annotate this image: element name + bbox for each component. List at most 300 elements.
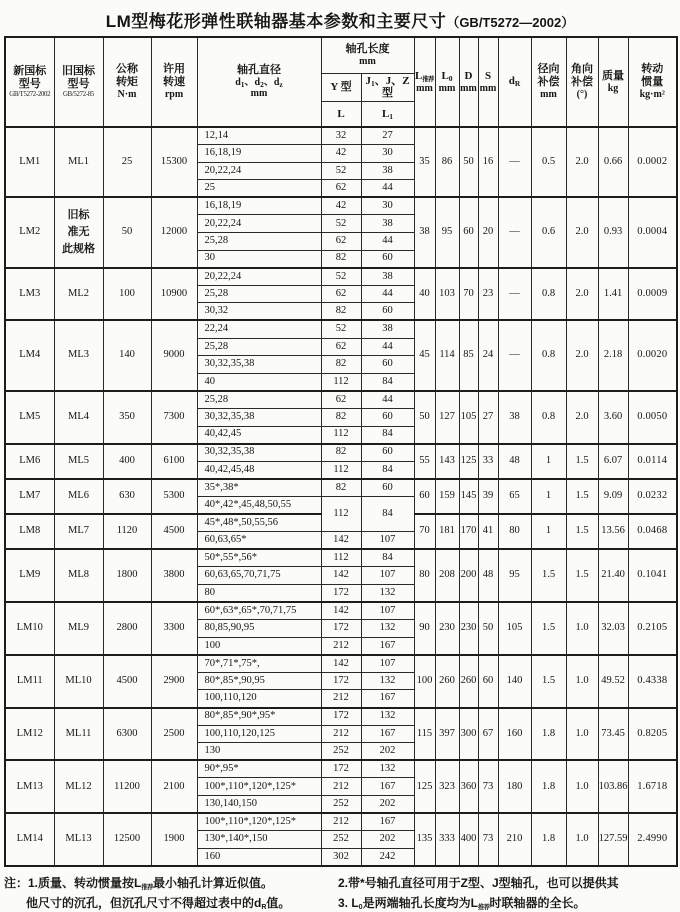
speed-cell: 3300 xyxy=(151,602,197,655)
col-y-type: Y 型 xyxy=(321,73,361,102)
l-recommended-cell: 60 xyxy=(414,479,435,514)
l-recommended-cell: 80 xyxy=(414,549,435,602)
length-j-cell: 44 xyxy=(361,285,414,303)
dr-cell: 48 xyxy=(498,444,531,479)
radial-compensation-cell: 1.8 xyxy=(531,760,566,813)
length-j-cell: 132 xyxy=(361,708,414,726)
mass-cell: 73.45 xyxy=(598,708,628,761)
l0-cell: 143 xyxy=(435,444,459,479)
bore-diameter-cell: 25,28 xyxy=(197,391,321,409)
bore-diameter-cell: 80*,85*,90*,95* xyxy=(197,708,321,726)
s-gap-cell: 41 xyxy=(478,514,498,549)
length-y-cell: 62 xyxy=(321,391,361,409)
table-row xyxy=(5,391,677,409)
col-nominal-torque: 公称 转矩 N·m xyxy=(103,37,151,127)
table-row xyxy=(5,813,677,831)
model-cell: LM3 xyxy=(5,268,54,321)
speed-cell: 3800 xyxy=(151,549,197,602)
length-j-cell: 242 xyxy=(361,848,414,866)
inertia-cell: 1.6718 xyxy=(628,760,677,813)
length-j-cell: 167 xyxy=(361,778,414,796)
length-j-cell: 38 xyxy=(361,320,414,338)
bore-diameter-cell: 100,110,120,125 xyxy=(197,725,321,743)
inertia-cell: 2.4990 xyxy=(628,813,677,866)
l-recommended-cell: 55 xyxy=(414,444,435,479)
page-title xyxy=(0,0,680,32)
angular-compensation-cell: 2.0 xyxy=(566,391,598,444)
table-row xyxy=(5,320,677,338)
dr-cell: 95 xyxy=(498,549,531,602)
bore-diameter-cell: 30,32 xyxy=(197,303,321,321)
old-model-cell: ML12 xyxy=(54,760,103,813)
table-row xyxy=(5,444,677,462)
d-outer-cell: 85 xyxy=(459,320,478,390)
l0-cell: 114 xyxy=(435,320,459,390)
l-recommended-cell: 100 xyxy=(414,655,435,708)
length-j-cell: 132 xyxy=(361,584,414,602)
speed-cell: 9000 xyxy=(151,320,197,390)
length-y-cell: 252 xyxy=(321,831,361,849)
dr-cell: 105 xyxy=(498,602,531,655)
speed-cell: 6100 xyxy=(151,444,197,479)
mass-cell: 6.07 xyxy=(598,444,628,479)
s-gap-cell: 33 xyxy=(478,444,498,479)
length-y-cell: 62 xyxy=(321,233,361,251)
s-gap-cell: 16 xyxy=(478,127,498,197)
dr-cell: — xyxy=(498,320,531,390)
length-y-cell: 172 xyxy=(321,620,361,638)
length-y-cell: 112 xyxy=(321,549,361,567)
length-j-cell: 202 xyxy=(361,796,414,814)
bore-diameter-cell: 90*,95* xyxy=(197,760,321,778)
old-model-cell: ML13 xyxy=(54,813,103,866)
col-bore-length: 轴孔长度 mm xyxy=(321,37,414,73)
inertia-cell: 0.0009 xyxy=(628,268,677,321)
speed-cell: 15300 xyxy=(151,127,197,197)
length-y-cell: 142 xyxy=(321,655,361,673)
note-3: 3. $L_0$是两端轴孔长度均为$L_{推荐}$时联轴器的全长。 xyxy=(338,895,586,911)
model-cell: LM8 xyxy=(5,514,54,549)
dr-cell: 210 xyxy=(498,813,531,866)
length-y-cell: 172 xyxy=(321,672,361,690)
radial-compensation-cell: 1.5 xyxy=(531,602,566,655)
l0-cell: 208 xyxy=(435,549,459,602)
table-body xyxy=(5,127,677,866)
col-j-type: $J_1$、J、Z型 xyxy=(361,73,414,102)
s-gap-cell: 48 xyxy=(478,549,498,602)
radial-compensation-cell: 1 xyxy=(531,479,566,514)
table-row xyxy=(5,708,677,726)
d-outer-cell: 230 xyxy=(459,602,478,655)
bore-diameter-cell: 30 xyxy=(197,250,321,268)
length-j-cell: 167 xyxy=(361,690,414,708)
l-recommended-cell: 38 xyxy=(414,197,435,267)
length-y-cell: 212 xyxy=(321,778,361,796)
radial-compensation-cell: 1.8 xyxy=(531,708,566,761)
model-cell: LM1 xyxy=(5,127,54,197)
torque-cell: 2800 xyxy=(103,602,151,655)
length-y-cell: 172 xyxy=(321,708,361,726)
length-j-cell: 107 xyxy=(361,567,414,585)
table-row xyxy=(5,197,677,215)
mass-cell: 1.41 xyxy=(598,268,628,321)
length-j-cell: 60 xyxy=(361,303,414,321)
d-outer-cell: 105 xyxy=(459,391,478,444)
bore-diameter-cell: 30,32,35,38 xyxy=(197,444,321,462)
dr-cell: 38 xyxy=(498,391,531,444)
title-standard-code: （GB/T5272—2002） xyxy=(446,15,575,30)
length-j-cell: 60 xyxy=(361,479,414,497)
bore-diameter-cell: 25,28 xyxy=(197,338,321,356)
model-cell: LM2 xyxy=(5,197,54,267)
s-gap-cell: 24 xyxy=(478,320,498,390)
table-row xyxy=(5,127,677,145)
bore-diameter-cell: 130*,140*,150 xyxy=(197,831,321,849)
length-j-cell: 84 xyxy=(361,373,414,391)
torque-cell: 140 xyxy=(103,320,151,390)
col-allowable-speed: 许用 转速 rpm xyxy=(151,37,197,127)
l-recommended-cell: 135 xyxy=(414,813,435,866)
mass-cell: 3.60 xyxy=(598,391,628,444)
speed-cell: 5300 xyxy=(151,479,197,514)
table-row xyxy=(5,602,677,620)
length-j-cell: 30 xyxy=(361,145,414,163)
torque-cell: 400 xyxy=(103,444,151,479)
s-gap-cell: 60 xyxy=(478,655,498,708)
col-new-model: 新国标 型号 GB/T5272-2002 xyxy=(5,37,54,127)
torque-cell: 50 xyxy=(103,197,151,267)
dr-cell: 65 xyxy=(498,479,531,514)
bore-diameter-cell: 20,22,24 xyxy=(197,162,321,180)
bore-diameter-cell: 30,32,35,38 xyxy=(197,356,321,374)
mass-cell: 103.86 xyxy=(598,760,628,813)
radial-compensation-cell: 1.5 xyxy=(531,549,566,602)
l-recommended-cell: 115 xyxy=(414,708,435,761)
bore-diameter-cell: 20,22,24 xyxy=(197,268,321,286)
bore-diameter-cell: 12,14 xyxy=(197,127,321,145)
old-model-cell: ML8 xyxy=(54,549,103,602)
model-cell: LM5 xyxy=(5,391,54,444)
model-cell: LM4 xyxy=(5,320,54,390)
length-j-cell: 132 xyxy=(361,672,414,690)
bore-diameter-cell: 60,63,65* xyxy=(197,532,321,550)
length-j-cell: 27 xyxy=(361,127,414,145)
torque-cell: 1120 xyxy=(103,514,151,549)
l-recommended-cell: 90 xyxy=(414,602,435,655)
s-gap-cell: 67 xyxy=(478,708,498,761)
torque-cell: 630 xyxy=(103,479,151,514)
mass-cell: 2.18 xyxy=(598,320,628,390)
speed-cell: 2500 xyxy=(151,708,197,761)
bore-diameter-cell: 45*,48*,50,55,56 xyxy=(197,514,321,532)
speed-cell: 2100 xyxy=(151,760,197,813)
length-y-cell: 112 xyxy=(321,426,361,444)
l0-cell: 95 xyxy=(435,197,459,267)
length-y-cell: 302 xyxy=(321,848,361,866)
torque-cell: 1800 xyxy=(103,549,151,602)
bore-diameter-cell: 40 xyxy=(197,373,321,391)
old-model-cell: 旧标 准无 此规格 xyxy=(54,197,103,267)
model-cell: LM10 xyxy=(5,602,54,655)
d-outer-cell: 50 xyxy=(459,127,478,197)
inertia-cell: 0.1041 xyxy=(628,549,677,602)
bore-diameter-cell: 70*,71*,75*, xyxy=(197,655,321,673)
model-cell: LM6 xyxy=(5,444,54,479)
l-recommended-cell: 125 xyxy=(414,760,435,813)
model-cell: LM13 xyxy=(5,760,54,813)
col-radial-compensation: 径向 补偿 mm xyxy=(531,37,566,127)
length-y-cell: 32 xyxy=(321,127,361,145)
l-recommended-cell: 40 xyxy=(414,268,435,321)
bore-diameter-cell: 40,42,45,48 xyxy=(197,461,321,479)
mass-cell: 13.56 xyxy=(598,514,628,549)
length-y-cell: 52 xyxy=(321,320,361,338)
length-j-cell: 38 xyxy=(361,268,414,286)
old-model-cell: ML6 xyxy=(54,479,103,514)
dr-cell: 180 xyxy=(498,760,531,813)
col-angular-compensation: 角向 补偿 (°) xyxy=(566,37,598,127)
model-cell: LM9 xyxy=(5,549,54,602)
col-bore-diameter: 轴孔直径 $d_1$、$d_2$、$d_z$ mm xyxy=(197,37,321,127)
notes xyxy=(4,873,676,912)
speed-cell: 1900 xyxy=(151,813,197,866)
col-moment-of-inertia: 转动 惯量 kg·m² xyxy=(628,37,677,127)
d-outer-cell: 125 xyxy=(459,444,478,479)
s-gap-cell: 73 xyxy=(478,760,498,813)
radial-compensation-cell: 0.5 xyxy=(531,127,566,197)
bore-diameter-cell: 16,18,19 xyxy=(197,145,321,163)
length-y-cell: 52 xyxy=(321,268,361,286)
torque-cell: 4500 xyxy=(103,655,151,708)
mass-cell: 49.52 xyxy=(598,655,628,708)
speed-cell: 4500 xyxy=(151,514,197,549)
radial-compensation-cell: 1 xyxy=(531,514,566,549)
l0-cell: 230 xyxy=(435,602,459,655)
length-j-cell: 44 xyxy=(361,338,414,356)
length-y-cell: 112 xyxy=(321,496,361,531)
bore-diameter-cell: 35*,38* xyxy=(197,479,321,497)
length-y-cell: 82 xyxy=(321,444,361,462)
length-j-cell: 38 xyxy=(361,215,414,233)
length-y-cell: 172 xyxy=(321,760,361,778)
mass-cell: 21.40 xyxy=(598,549,628,602)
mass-cell: 0.93 xyxy=(598,197,628,267)
length-y-cell: 142 xyxy=(321,532,361,550)
mass-cell: 0.66 xyxy=(598,127,628,197)
length-y-cell: 252 xyxy=(321,743,361,761)
model-cell: LM12 xyxy=(5,708,54,761)
radial-compensation-cell: 0.6 xyxy=(531,197,566,267)
title-main: LM型梅花形弹性联轴器基本参数和主要尺寸 xyxy=(105,12,447,31)
bore-diameter-cell: 60*,63*,65*,70,71,75 xyxy=(197,602,321,620)
torque-cell: 11200 xyxy=(103,760,151,813)
length-j-cell: 167 xyxy=(361,725,414,743)
bore-diameter-cell: 130,140,150 xyxy=(197,796,321,814)
d-outer-cell: 360 xyxy=(459,760,478,813)
col-l-symbol: L xyxy=(321,102,361,127)
angular-compensation-cell: 1.0 xyxy=(566,655,598,708)
length-y-cell: 82 xyxy=(321,479,361,497)
radial-compensation-cell: 1.5 xyxy=(531,655,566,708)
dr-cell: 80 xyxy=(498,514,531,549)
length-y-cell: 52 xyxy=(321,162,361,180)
length-y-cell: 142 xyxy=(321,602,361,620)
length-y-cell: 112 xyxy=(321,373,361,391)
bore-diameter-cell: 40,42,45 xyxy=(197,426,321,444)
length-y-cell: 172 xyxy=(321,584,361,602)
coupling-parameters-table xyxy=(4,36,678,867)
mass-cell: 32.03 xyxy=(598,602,628,655)
bore-diameter-cell: 100*,110*,120*,125* xyxy=(197,813,321,831)
length-y-cell: 62 xyxy=(321,180,361,198)
inertia-cell: 0.0468 xyxy=(628,514,677,549)
angular-compensation-cell: 1.5 xyxy=(566,479,598,514)
l0-cell: 127 xyxy=(435,391,459,444)
length-j-cell: 84 xyxy=(361,496,414,531)
angular-compensation-cell: 1.5 xyxy=(566,549,598,602)
length-j-cell: 107 xyxy=(361,602,414,620)
old-model-cell: ML3 xyxy=(54,320,103,390)
bore-diameter-cell: 100*,110*,120*,125* xyxy=(197,778,321,796)
bore-diameter-cell: 40*,42*,45,48,50,55 xyxy=(197,496,321,514)
bore-diameter-cell: 130 xyxy=(197,743,321,761)
length-j-cell: 167 xyxy=(361,637,414,655)
length-j-cell: 167 xyxy=(361,813,414,831)
radial-compensation-cell: 0.8 xyxy=(531,320,566,390)
length-j-cell: 132 xyxy=(361,760,414,778)
model-cell: LM7 xyxy=(5,479,54,514)
length-y-cell: 82 xyxy=(321,250,361,268)
l-recommended-cell: 50 xyxy=(414,391,435,444)
length-j-cell: 132 xyxy=(361,620,414,638)
length-j-cell: 84 xyxy=(361,549,414,567)
s-gap-cell: 39 xyxy=(478,479,498,514)
table-row xyxy=(5,268,677,286)
angular-compensation-cell: 1.0 xyxy=(566,602,598,655)
speed-cell: 2900 xyxy=(151,655,197,708)
bore-diameter-cell: 30,32,35,38 xyxy=(197,408,321,426)
d-outer-cell: 70 xyxy=(459,268,478,321)
dr-cell: 160 xyxy=(498,708,531,761)
s-gap-cell: 73 xyxy=(478,813,498,866)
bore-diameter-cell: 16,18,19 xyxy=(197,197,321,215)
table-row xyxy=(5,479,677,497)
table-row xyxy=(5,655,677,673)
d-outer-cell: 60 xyxy=(459,197,478,267)
length-y-cell: 112 xyxy=(321,461,361,479)
mass-cell: 9.09 xyxy=(598,479,628,514)
dr-cell: 140 xyxy=(498,655,531,708)
length-y-cell: 42 xyxy=(321,197,361,215)
length-j-cell: 44 xyxy=(361,391,414,409)
length-j-cell: 44 xyxy=(361,233,414,251)
bore-diameter-cell: 22,24 xyxy=(197,320,321,338)
note-2-part1: 2.带*号轴孔直径可用于Z型、J型轴孔，也可以提供其 xyxy=(338,875,619,890)
angular-compensation-cell: 1.5 xyxy=(566,514,598,549)
angular-compensation-cell: 1.0 xyxy=(566,708,598,761)
inertia-cell: 0.8205 xyxy=(628,708,677,761)
bore-diameter-cell: 60,63,65,70,71,75 xyxy=(197,567,321,585)
l0-cell: 260 xyxy=(435,655,459,708)
length-y-cell: 212 xyxy=(321,813,361,831)
l0-cell: 181 xyxy=(435,514,459,549)
length-j-cell: 107 xyxy=(361,532,414,550)
radial-compensation-cell: 1 xyxy=(531,444,566,479)
length-y-cell: 82 xyxy=(321,303,361,321)
bore-diameter-cell: 100 xyxy=(197,637,321,655)
length-j-cell: 107 xyxy=(361,655,414,673)
angular-compensation-cell: 2.0 xyxy=(566,320,598,390)
old-model-cell: ML7 xyxy=(54,514,103,549)
radial-compensation-cell: 1.8 xyxy=(531,813,566,866)
d-outer-cell: 260 xyxy=(459,655,478,708)
note-2-part2: 他尺寸的沉孔，但沉孔尺寸不得超过表中的$d_R$值。 xyxy=(26,895,291,911)
inertia-cell: 0.0020 xyxy=(628,320,677,390)
old-model-cell: ML4 xyxy=(54,391,103,444)
length-y-cell: 212 xyxy=(321,637,361,655)
bore-diameter-cell: 20,22,24 xyxy=(197,215,321,233)
inertia-cell: 0.0232 xyxy=(628,479,677,514)
l0-cell: 159 xyxy=(435,479,459,514)
torque-cell: 12500 xyxy=(103,813,151,866)
length-y-cell: 42 xyxy=(321,145,361,163)
angular-compensation-cell: 2.0 xyxy=(566,268,598,321)
d-outer-cell: 400 xyxy=(459,813,478,866)
inertia-cell: 0.4338 xyxy=(628,655,677,708)
d-outer-cell: 200 xyxy=(459,549,478,602)
mass-cell: 127.59 xyxy=(598,813,628,866)
dr-cell: — xyxy=(498,268,531,321)
s-gap-cell: 50 xyxy=(478,602,498,655)
l0-cell: 103 xyxy=(435,268,459,321)
col-old-model: 旧国标 型号 GB/5272-85 xyxy=(54,37,103,127)
length-y-cell: 62 xyxy=(321,285,361,303)
col-d-outer: D mm xyxy=(459,37,478,127)
l0-cell: 86 xyxy=(435,127,459,197)
length-j-cell: 60 xyxy=(361,356,414,374)
length-y-cell: 82 xyxy=(321,356,361,374)
inertia-cell: 0.0004 xyxy=(628,197,677,267)
col-mass: 质量 kg xyxy=(598,37,628,127)
length-j-cell: 44 xyxy=(361,180,414,198)
d-outer-cell: 300 xyxy=(459,708,478,761)
length-y-cell: 212 xyxy=(321,690,361,708)
length-j-cell: 202 xyxy=(361,831,414,849)
inertia-cell: 0.2105 xyxy=(628,602,677,655)
table-row xyxy=(5,549,677,567)
torque-cell: 25 xyxy=(103,127,151,197)
length-j-cell: 84 xyxy=(361,461,414,479)
speed-cell: 7300 xyxy=(151,391,197,444)
torque-cell: 6300 xyxy=(103,708,151,761)
l-recommended-cell: 35 xyxy=(414,127,435,197)
old-model-cell: ML10 xyxy=(54,655,103,708)
bore-diameter-cell: 100,110,120 xyxy=(197,690,321,708)
d-outer-cell: 170 xyxy=(459,514,478,549)
length-j-cell: 84 xyxy=(361,426,414,444)
dr-cell: — xyxy=(498,197,531,267)
length-y-cell: 252 xyxy=(321,796,361,814)
old-model-cell: ML1 xyxy=(54,127,103,197)
length-j-cell: 30 xyxy=(361,197,414,215)
angular-compensation-cell: 1.0 xyxy=(566,760,598,813)
s-gap-cell: 23 xyxy=(478,268,498,321)
bore-diameter-cell: 50*,55*,56* xyxy=(197,549,321,567)
col-l1-symbol: $L_1$ xyxy=(361,102,414,127)
old-model-cell: ML5 xyxy=(54,444,103,479)
l-recommended-cell: 45 xyxy=(414,320,435,390)
length-j-cell: 60 xyxy=(361,444,414,462)
